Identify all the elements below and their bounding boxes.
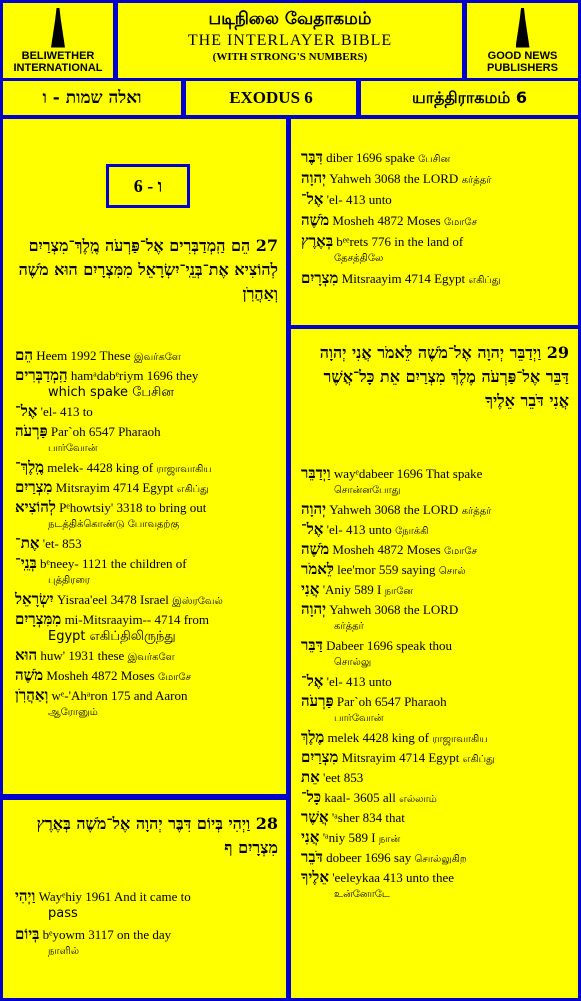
hebrew-word: אֲנִי [301,580,320,598]
word-entry [301,729,571,748]
hebrew-book-label: ואלה שמות - ו [3,81,181,115]
transliteration-gloss: melek 4428 king of [324,730,433,745]
word-entry [301,769,571,786]
transliteration-gloss: Yahweh 3068 the LORD [326,602,459,617]
gloss-continuation: கர்த்தர் [334,621,364,632]
hebrew-word: פַּרְעֹה [15,422,48,440]
english-book-label: EXODUS 6 [186,81,356,115]
word-entry [301,521,571,540]
hebrew-word: הֵם [15,346,33,364]
transliteration-gloss: 'Aniy 589 I [319,582,385,597]
tamil-gloss: கர்த்தர் [461,175,492,186]
tamil-gloss: எகிப்து [176,484,209,495]
transliteration-gloss: Yahweh 3068 the LORD [326,171,462,186]
verse-29-hebrew: 29 וַיְדַבֵּר יְהוָה אֶל־מֹשֶׁה לֵּאמֹר אֲנִי יְהוָה דַּבֵּר אֶל־פַּרְעֹה מֶלֶךְ מִצְרַיִם אֵת כָּל־אֲשֶׁר אֲנִי דֹּבֵר אֵלֶיךָ [319,343,569,410]
hebrew-word: כָּל־ [301,788,322,806]
hebrew-word: בְּאֶרֶץ [301,232,334,250]
word-entry [301,789,571,808]
transliteration-gloss: 'et- 853 [39,536,82,551]
hebrew-word: מִצְרַיִם [301,748,339,766]
gloss-continuation: which spake பேசின [48,385,174,400]
word-entry [301,749,571,768]
word-entry [15,347,280,366]
word-entry [15,926,280,960]
word-entry [301,212,571,231]
word-entry [301,233,571,267]
chapter-ref: ו - 6 [106,164,190,208]
hebrew-word: אֵלֶיךָ [301,868,329,886]
word-entry [301,501,571,520]
word-entry [301,601,571,635]
tamil-gloss: இஸ்ரவேல் [172,596,223,607]
word-entry [15,611,280,645]
hebrew-word: מֶֽלֶךְ־ [15,458,45,476]
good-news-logo [467,3,578,78]
transliteration-gloss: bᵉᵉrets 776 in the land of [333,234,464,249]
word-entry [301,673,571,690]
hebrew-word: יְהוָה [301,169,327,187]
transliteration-gloss: Wayᵉhiy 1961 And it came to [35,889,191,904]
transliteration-gloss: 'ᵃsher 834 that [328,810,405,825]
word-entry [15,499,280,533]
word-entry [301,869,571,903]
right-logo-text: GOOD NEWS PUBLISHERS [487,49,558,74]
hebrew-word: מֶלֶךְ [301,728,325,746]
word-entry [301,149,571,168]
gloss-continuation: Egypt எகிப்திலிருந்து [48,629,176,644]
hebrew-word: דֹּבֵר [301,848,323,866]
word-entry [15,367,280,401]
hebrew-word: מֹשֶׁה [301,540,330,558]
transliteration-gloss: wᵉ-'Ahᵃron 175 and Aaron [48,688,188,703]
hebrew-word: מִצְרַיִם [15,478,53,496]
word-entry [15,479,280,498]
tamil-gloss: நானே [384,586,414,597]
verse-27-hebrew: 27 הֵם הַֽמְדַבְּרִים אֶל־פַּרְעֹה מֶֽלֶךְ־מִצְרַיִם לְהוֹצִיא אֶת־בְּנֵֽי־יִשְׂרָאֵל מִמִּצְרָיִם הוּא מֹשֶׁה וְאַהֲרֹֽן [18,236,278,303]
transliteration-gloss: Pᵉhowtsiy' 3318 to bring out [55,500,207,515]
word-entry [301,541,571,560]
tamil-gloss: ராஜாவாகிய [432,734,488,745]
gloss-continuation: நாளில் [48,946,79,957]
hebrew-word: יְהוָה [301,600,327,618]
title-block [118,3,462,78]
word-entry [15,647,280,666]
transliteration-gloss: 'eet 853 [319,770,364,785]
left-column-upper [3,119,286,794]
tamil-gloss: மோசே [157,672,191,683]
hebrew-word: אֶת־ [15,534,40,552]
transliteration-gloss: 'el- 413 to [37,404,93,419]
word-entry [301,849,571,868]
word-entry [301,170,571,189]
statue-icon [516,8,530,48]
transliteration-gloss: Dabeer 1696 speak thou [322,638,453,653]
hebrew-word: אֶל־ [301,672,324,690]
hebrew-word: מֹשֶׁה [301,211,330,229]
tamil-gloss: எல்லாம் [399,794,437,805]
transliteration-gloss: Heem 1992 These [33,348,134,363]
tamil-gloss: சொல்லுகிற [414,854,467,865]
hebrew-word: וַיְדַבֵּר [301,464,331,482]
hebrew-word: אֶל־ [301,520,324,538]
word-entry [15,423,280,457]
hebrew-word: לֵּאמֹר [301,560,334,578]
hebrew-word: פַּרְעֹה [301,692,334,710]
transliteration-gloss: wayᵉdabeer 1696 That spake [330,466,483,481]
gloss-continuation: உன்னோடே [334,889,390,900]
transliteration-gloss: hamᵃdabᵉriym 1696 they [67,368,199,383]
right-column-lower [291,329,578,998]
left-column-lower [3,800,286,998]
hebrew-word: וְאַהֲרֹֽן [15,686,49,704]
word-entry [15,888,280,922]
transliteration-gloss: 'ᵃniy 589 I [319,830,379,845]
transliteration-gloss: Mitsrayim 4714 Egypt [338,750,463,765]
transliteration-gloss: Mosheh 4872 Moses [329,213,444,228]
transliteration-gloss: 'eeleykaa 413 unto thee [328,870,455,885]
transliteration-gloss: 'el- 413 unto [323,674,392,689]
word-entry [301,581,571,600]
gloss-continuation: சொன்னபோது [334,485,401,496]
hebrew-word: מֹשֶׁה [15,666,44,684]
word-entry [301,191,571,208]
hebrew-word: הַֽמְדַבְּרִים [15,366,68,384]
tamil-gloss: இவர்களே [133,352,181,363]
word-entry [15,667,280,686]
gloss-continuation: நடத்திக்கொண்டு போவதற்கு [48,519,180,530]
transliteration-gloss: dobeer 1696 say [322,850,415,865]
transliteration-gloss: Mitsraayim 4714 Egypt [338,271,469,286]
transliteration-gloss: Mosheh 4872 Moses [329,542,444,557]
word-entry [301,465,571,499]
title-english: THE INTERLAYER BIBLE [187,32,393,49]
hebrew-word: אֵת [301,768,320,786]
hebrew-word: אֲנִי [301,828,320,846]
tamil-gloss: எகிப்து [468,275,501,286]
tamil-gloss: சொல் [438,566,466,577]
transliteration-gloss: huw' 1931 these [37,648,128,663]
gloss-continuation: pass [48,906,78,921]
word-entry [15,459,280,478]
transliteration-gloss: kaal- 3605 all [321,790,400,805]
tamil-gloss: நோக்கி [395,526,429,537]
transliteration-gloss: melek- 4428 king of [44,460,157,475]
hebrew-word: מִמִּצְרָיִם [15,610,62,628]
hebrew-word: דַּבֵּר [301,636,323,654]
tamil-gloss: மோசே [443,217,477,228]
gloss-continuation: தேசத்திலே [334,253,384,264]
transliteration-gloss: bᵉyowm 3117 on the day [39,927,172,942]
hebrew-word: הוּא [15,646,38,664]
word-entry [15,555,280,589]
subtitle: (WITH STRONG'S NUMBERS) [212,51,368,63]
hebrew-word: יְהוָה [301,500,327,518]
gloss-continuation: பார்வோன் [48,443,98,454]
word-entry [301,270,571,289]
hebrew-word: אֲשֶׁר [301,808,329,826]
word-entry [15,403,280,420]
tamil-gloss: பேசின [418,154,451,165]
word-entry [15,535,280,552]
word-entry [301,829,571,848]
left-logo-text: BELIWETHER INTERNATIONAL [13,49,103,74]
gloss-continuation: புத்திரரை [48,575,90,586]
transliteration-gloss: diber 1696 spake [322,150,419,165]
statue-icon [51,8,65,48]
transliteration-gloss: bᵉneey- 1121 the children of [36,556,187,571]
hebrew-word: יִשְׂרָאֵל [15,590,54,608]
verse-28-hebrew: 28 וַיְהִי בְּיוֹם דִּבֶּר יְהוָה אֶל־מֹשֶׁה בְּאֶרֶץ מִצְרָיִם ף [36,814,278,857]
gloss-continuation: ஆரோனும் [48,707,98,718]
tamil-gloss: நான் [378,834,401,845]
transliteration-gloss: Par`oh 6547 Pharaoh [333,694,447,709]
transliteration-gloss: 'el- 413 unto [323,192,392,207]
hebrew-word: וַיְהִי [15,887,36,905]
bellwether-logo [3,3,113,78]
transliteration-gloss: Mosheh 4872 Moses [43,668,158,683]
tamil-gloss: ராஜாவாகிய [156,464,212,475]
transliteration-gloss: 'el- 413 unto [323,522,396,537]
word-entry [301,637,571,671]
word-entry [301,809,571,826]
hebrew-word: אֶל־ [301,190,324,208]
gloss-continuation: பார்வோன் [334,713,384,724]
hebrew-word: לְהוֹצִיא [15,498,56,516]
hebrew-word: מִצְרָיִם [301,269,339,287]
hebrew-word: אֶל־ [15,402,38,420]
word-entry [15,687,280,721]
hebrew-word: בְּנֵֽי־ [15,554,37,572]
tamil-gloss: கர்த்தர் [461,506,492,517]
transliteration-gloss: lee'mor 559 saying [333,562,439,577]
title-tamil: படிநிலை வேதாகமம் [208,9,372,29]
tamil-gloss: எகிப்து [462,754,495,765]
transliteration-gloss: Yahweh 3068 the LORD [326,502,462,517]
hebrew-word: בְּיוֹם [15,925,40,943]
right-column-upper [291,119,578,325]
word-entry [301,561,571,580]
word-entry [301,693,571,727]
word-entry [15,591,280,610]
hebrew-word: דִּבֶּר [301,148,323,166]
transliteration-gloss: mi-Mitsraayim-- 4714 from [61,612,209,627]
tamil-gloss: மோசே [443,546,477,557]
transliteration-gloss: Yisraa'eel 3478 Israel [53,592,173,607]
tamil-gloss: இவர்களே [127,652,175,663]
gloss-continuation: சொல்லு [334,657,372,668]
transliteration-gloss: Par`oh 6547 Pharaoh [47,424,161,439]
tamil-book-label: யாத்திராகமம் 6 [361,81,578,115]
transliteration-gloss: Mitsrayim 4714 Egypt [52,480,177,495]
